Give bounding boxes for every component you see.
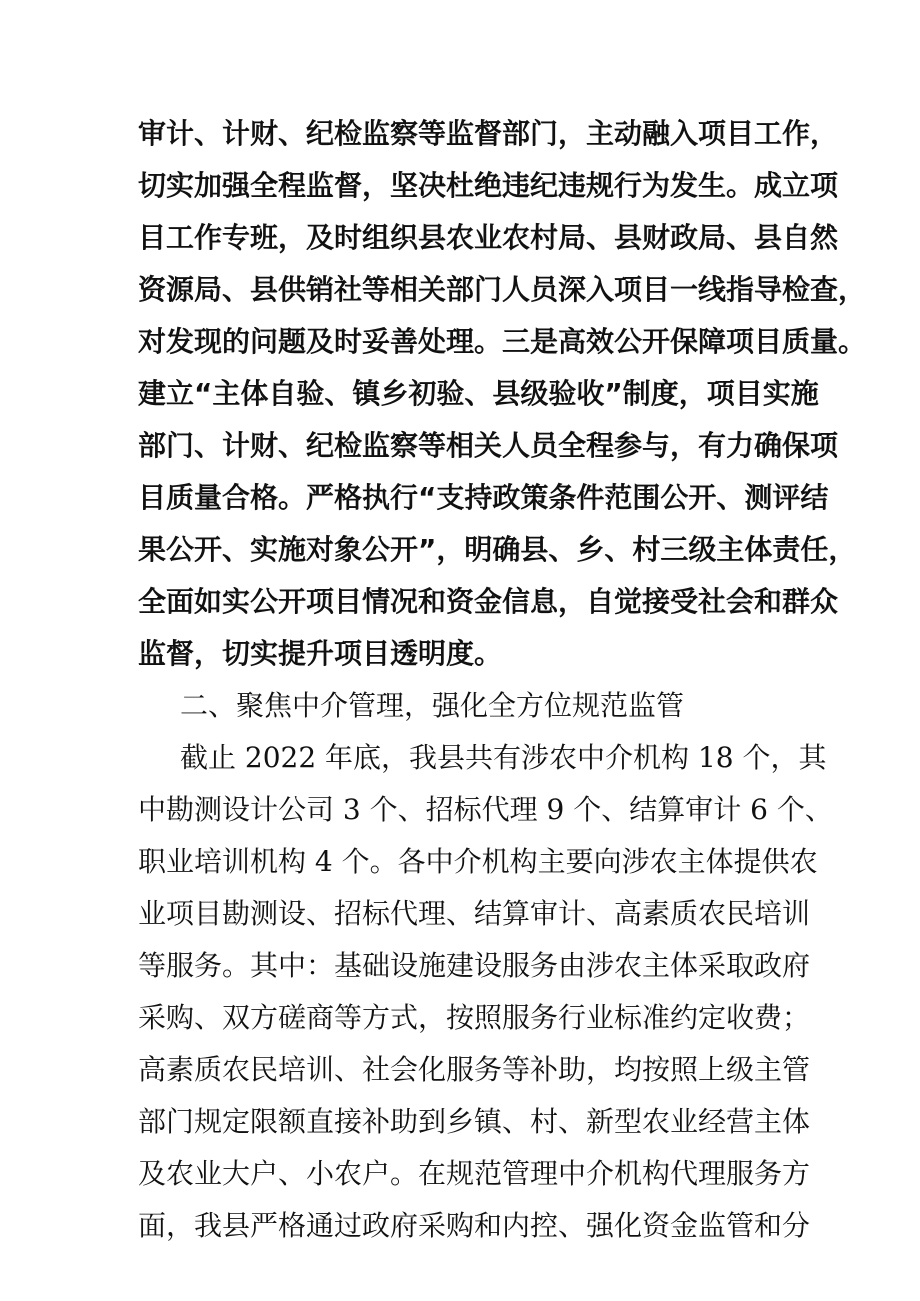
body-line: 目质量合格。严格执行“支持政策条件范围公开、测评结 [138, 481, 829, 514]
body-line: 审计、计财、纪检监察等监督部门，主动融入项目工作， [138, 117, 839, 150]
emphasis-text: 三是高效公开保障项目质 [502, 325, 811, 358]
body-line: 高素质农民培训、社会化服务等补助，均按照上级主管 [138, 1053, 811, 1086]
body-text: 量。 [810, 325, 867, 358]
body-line: 全面如实公开项目情况和资金信息，自觉接受社会和群众 [138, 585, 839, 618]
body-line [138, 316, 866, 368]
body-line: 部门规定限额直接补助到乡镇、村、新型农业经营主体 [138, 1105, 811, 1138]
body-line: 监督，切实提升项目透明度。 [138, 637, 503, 670]
body-line: 等服务。其中：基础设施建设服务由涉农主体采取政府 [138, 949, 811, 982]
body-line: 切实加强全程监督，坚决杜绝违纪违规行为发生。成立项 [138, 169, 839, 202]
body-line: 面，我县严格通过政府采购和内控、强化资金监管和分 [138, 1209, 811, 1242]
body-line: 截止 2022 年底，我县共有涉农中介机构 18 个，其 [180, 741, 827, 774]
body-line: 部门、计财、纪检监察等相关人员全程参与，有力确保项 [138, 429, 839, 462]
body-line: 采购、双方磋商等方式，按照服务行业标准约定收费； [138, 1001, 811, 1034]
body-line: 及农业大户、小农户。在规范管理中介机构代理服务方 [138, 1157, 811, 1190]
body-line: 资源局、县供销社等相关部门人员深入项目一线指导检查， [138, 273, 867, 306]
body-line: 中勘测设计公司 3 个、招标代理 9 个、结算审计 6 个、 [138, 793, 833, 826]
body-line: 业项目勘测设、招标代理、结算审计、高素质农民培训 [138, 897, 811, 930]
body-text: 对发现的问题及时妥善处理。 [138, 325, 503, 358]
body-line: 目工作专班，及时组织县农业农村局、县财政局、县自然 [138, 221, 839, 254]
section-heading: 二、聚焦中介管理，强化全方位规范监管 [180, 689, 685, 722]
body-line: 果公开、实施对象公开”，明确县、乡、村三级主体责任， [138, 533, 857, 566]
body-line: 建立“主体自验、镇乡初验、县级验收”制度，项目实施 [138, 377, 819, 410]
body-line: 职业培训机构 4 个。各中介机构主要向涉农主体提供农 [138, 845, 818, 878]
